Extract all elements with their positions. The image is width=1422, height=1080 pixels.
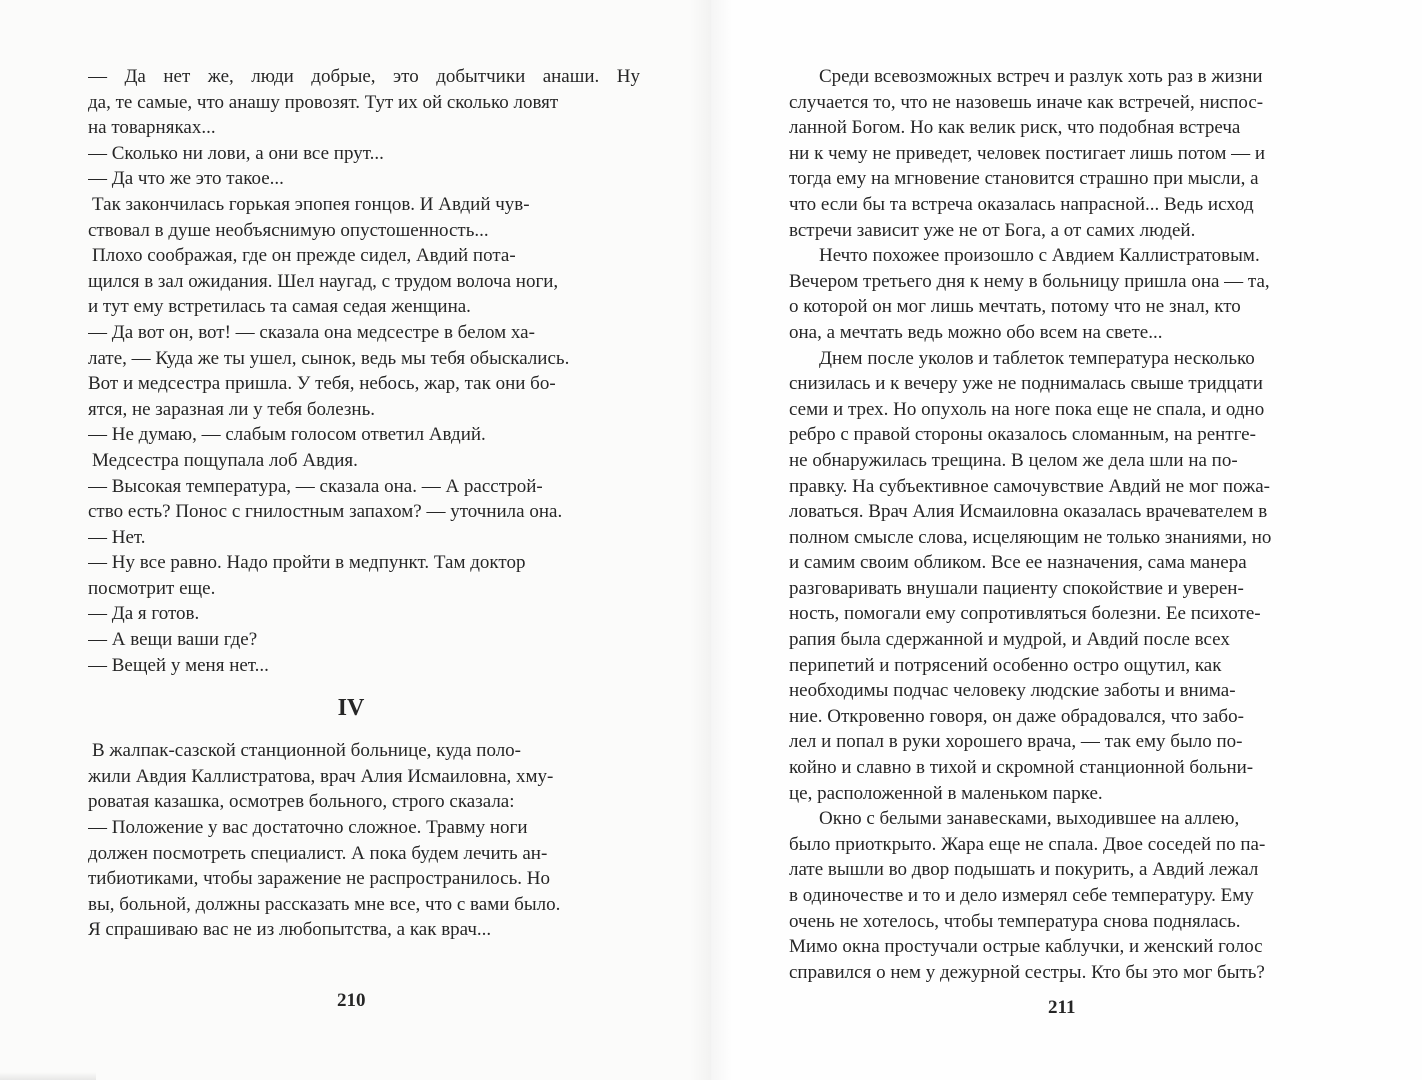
text-line: — Да что же это такое... [88,168,284,190]
text-line: должен посмотреть специалист. А пока будем лечить ан- [88,842,548,864]
text-line: и тут ему встретилась та самая седая женщина. [88,296,471,318]
text-line: ние. Откровенно говоря, он даже обрадовался, что забо- [789,705,1244,727]
text-line: — Положение у вас достаточно сложное. Травму ноги [88,817,528,839]
text-line: лате вышли во двор подышать и покурить, а Авдий лежал [789,859,1259,881]
text-line: ство есть? Понос с гнилостным запахом? — уточнила она. [88,501,563,523]
text-line: необходимы подчас человеку людские заботы и внима- [789,680,1236,702]
text-line: она, а мечтать ведь можно обо всем на свете... [789,321,1163,343]
text-line: ловаться. Врач Алия Исмаиловна оказалась врачевателем в [789,501,1268,523]
text-line: Среди всевозможных встреч и разлук хоть раз в жизни [819,66,1263,87]
text-line: ность, помогали ему сопротивляться болезни. Ее психоте- [789,603,1261,625]
text-line: лел и попал в руки хорошего врача, — так ему было по- [789,731,1243,753]
text-line: да, те самые, что анашу провозят. Тут их ой сколько ловят [88,91,559,113]
text-line: справился о нем у дежурной сестры. Кто бы это мог быть? [789,961,1265,983]
text-line: разговаривать внушали пациенту спокойствие и уверен- [789,577,1244,599]
text-line: Нечто похожее произошло с Авдием Каллистратовым. [819,245,1260,267]
text-line: встречи зависит уже не от Бога, а от самих людей. [789,219,1196,241]
left-page-text [88,64,640,943]
text-line: случается то, что не назовешь иначе как встречей, ниспос- [789,91,1264,113]
text-line: вы, больной, должны рассказать мне все, что с вами было. [88,893,561,915]
text-line: ланной Богом. Но как велик риск, что подобная встреча [789,117,1241,139]
text-line: — Нет. [88,526,146,548]
text-line: — Вещей у меня нет... [88,654,269,676]
text-line: тогда ему на мгновение становится страшно при мысли, а [789,168,1259,190]
text-line: Плохо соображая, где он прежде сидел, Авдий пота- [92,245,516,267]
text-line: Днем после уколов и таблеток температура несколько [819,347,1255,369]
text-line: Я спрашиваю вас не из любопытства, а как врач... [88,919,492,941]
text-line: рапия была сдержанной и мудрой, и Авдий после всех [789,629,1230,651]
text-line: что если бы та встреча оказалась напрасной... Ведь исход [789,193,1254,215]
text-line: ребро с правой стороны оказалось сломанным, на рентге- [789,424,1256,446]
text-line: щился в зал ожидания. Шел наугад, с трудом волоча ноги, [88,270,559,292]
text-line: перипетий и потрясений особенно остро ощутил, как [789,654,1222,676]
text-line: ни к чему не приведет, человек постигает лишь потом — и [789,142,1266,164]
text-line: очень не хотелось, чтобы температура снова поднялась. [789,910,1241,932]
right-page-text [789,64,1349,985]
text-line: жили Авдия Каллистратова, врач Алия Исмаиловна, хму- [88,765,554,787]
text-line: не обнаружилась трещина. В целом же дела шли на по- [789,449,1238,471]
text-line: — Да нет же, люди добрые, это добытчики анаши. Ну [88,66,640,87]
text-line: — А вещи ваши где? [88,629,258,651]
chapter-heading: IV [337,695,365,722]
text-line: — Ну все равно. Надо пройти в медпункт. Там доктор [88,552,526,574]
text-line: посмотрит еще. [88,577,216,599]
text-line: — Не думаю, — слабым голосом ответил Авдий. [88,424,486,446]
text-line: полном смысле слова, исцеляющим не только знаниями, но [789,526,1272,548]
text-line: роватая казашка, осмотрев больного, строго сказала: [88,791,515,813]
text-line: в одиночестве и то и дело измерял себе температуру. Ему [789,885,1254,906]
text-line: Вот и медсестра пришла. У тебя, небось, жар, так они бо- [88,373,556,395]
text-line: — Высокая температура, — сказала она. — А расстрой- [88,475,543,497]
text-line: семи и трех. Но опухоль на ноге пока еще не спала, и одно [789,398,1265,420]
text-line: койно и славно в тихой и скромной станционной больни- [789,757,1254,779]
text-line: Мимо окна простучали острые каблучки, и женский голос [789,936,1263,958]
text-line: В жалпак-сазской станционной больнице, куда поло- [92,740,522,762]
right-page [711,0,1422,1080]
text-line: це, расположенной в маленьком парке. [789,782,1103,804]
text-line: ятся, не заразная ли у тебя болезнь. [88,398,375,420]
text-line: на товарняках... [88,117,216,139]
text-line: и самим своим обликом. Все ее назначения, сама манера [789,552,1247,574]
text-line: — Да вот он, вот! — сказала она медсестре в белом ха- [88,321,535,343]
text-line: было приоткрыто. Жара еще не спала. Двое соседей по па- [789,833,1266,855]
text-line: о которой он мог лишь мечтать, потому что не знал, кто [789,296,1241,318]
text-line: тибиотиками, чтобы заражение не распространилось. Но [88,868,550,890]
page-number: 210 [337,990,366,1011]
text-line: — Да я готов. [88,603,200,625]
text-line: правку. На субъективное самочувствие Авдий не мог пожа- [789,475,1271,497]
page-edge-shadow [0,1072,96,1080]
text-line: Окно с белыми занавесками, выходившее на аллею, [819,808,1240,830]
text-line: снизилась и к вечеру уже не поднималась свыше тридцати [789,373,1263,395]
text-line: Медсестра пощупала лоб Авдия. [92,449,358,471]
text-line: Вечером третьего дня к нему в больницу пришла она — та, [789,270,1270,292]
text-line: ствовал в душе необъяснимую опустошенность... [88,219,489,241]
text-line: лате, — Куда же ты ушел, сынок, ведь мы тебя обыскались. [88,347,570,369]
text-line: — Сколько ни лови, а они все прут... [88,142,384,164]
text-line: Так закончилась горькая эпопея гонцов. И Авдий чув- [92,193,530,215]
page-number: 211 [1048,997,1076,1018]
